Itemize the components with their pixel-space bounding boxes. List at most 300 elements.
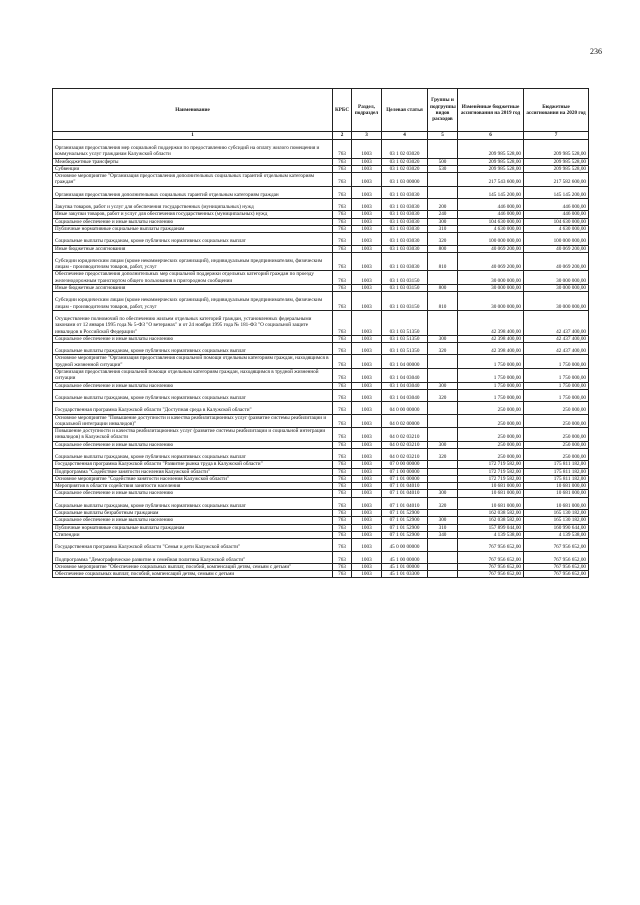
- cell-section: 1003: [352, 335, 382, 342]
- cell-target: 07 1 01 04010: [382, 490, 428, 497]
- cell-2020: 1 750 000,00: [524, 389, 589, 401]
- cell-group: 320: [428, 389, 458, 401]
- header-2019: Изменённые бюджетные ассигнования на 2019 год: [458, 89, 524, 132]
- cell-krbs: 763: [333, 497, 352, 509]
- cell-group: 200: [428, 199, 458, 211]
- cell-name: Организация предоставления дополнительных социальных гарантий отдельным категориям граждан: [53, 186, 333, 198]
- cell-section: 1003: [352, 140, 382, 159]
- cell-group: 240: [428, 211, 458, 218]
- col-number: 3: [352, 132, 382, 140]
- cell-2020: 446 000,00: [524, 211, 589, 218]
- cell-target: 04 0 02 03210: [382, 428, 428, 442]
- cell-group: 300: [428, 517, 458, 524]
- cell-group: 320: [428, 497, 458, 509]
- cell-target: 04 0 02 03210: [382, 448, 428, 460]
- cell-2020: 209 985 528,00: [524, 165, 589, 172]
- table-row: [53, 428, 589, 442]
- col-number: 1: [53, 132, 333, 140]
- cell-target: 03 1 03 03030: [382, 225, 428, 232]
- cell-2019: 100 000 000,00: [458, 233, 524, 245]
- cell-target: 03 1 03 03030: [382, 218, 428, 225]
- cell-group: 500: [428, 158, 458, 165]
- header-name: Наименование: [53, 89, 333, 132]
- table-row: [53, 468, 589, 475]
- cell-name: Публичные нормативные социальные выплаты гражданам: [53, 225, 333, 232]
- col-number: 7: [524, 132, 589, 140]
- cell-2019: 162 038 582,00: [458, 517, 524, 524]
- cell-name: Социальные выплаты гражданам, кроме публичных нормативных социальных выплат: [53, 497, 333, 509]
- cell-section: 1003: [352, 218, 382, 225]
- table-row: [53, 310, 589, 335]
- cell-2019: 42 398 400,00: [458, 335, 524, 342]
- cell-section: 1003: [352, 448, 382, 460]
- cell-target: 03 1 03 03030: [382, 252, 428, 271]
- cell-name: Закупка товаров, работ и услуг для обеспечения государственных (муниципальных) нужд: [53, 199, 333, 211]
- cell-2020: 217 582 600,00: [524, 173, 589, 187]
- cell-section: 1003: [352, 382, 382, 389]
- table-row: [53, 571, 589, 578]
- table-row: [53, 199, 589, 211]
- cell-section: 1003: [352, 524, 382, 531]
- table-row: [53, 382, 589, 389]
- cell-krbs: 763: [333, 173, 352, 187]
- cell-target: 04 0 02 00000: [382, 414, 428, 428]
- table-row: [53, 186, 589, 198]
- cell-group: [428, 355, 458, 369]
- cell-krbs: 763: [333, 389, 352, 401]
- cell-name: Мероприятия в области содействия занятости населения: [53, 483, 333, 490]
- cell-krbs: 763: [333, 571, 352, 578]
- cell-krbs: 763: [333, 461, 352, 468]
- table-row: [53, 524, 589, 531]
- table-row: [53, 355, 589, 369]
- cell-2019: 172 719 582,00: [458, 468, 524, 475]
- cell-group: [428, 271, 458, 285]
- cell-section: 1003: [352, 252, 382, 271]
- cell-krbs: 763: [333, 531, 352, 538]
- cell-2019: 209 985 528,00: [458, 158, 524, 165]
- cell-name: Социальное обеспечение и иные выплаты населению: [53, 441, 333, 448]
- cell-2019: 40 069 200,00: [458, 252, 524, 271]
- table-row: [53, 483, 589, 490]
- cell-section: 1003: [352, 428, 382, 442]
- cell-krbs: 763: [333, 343, 352, 355]
- cell-krbs: 763: [333, 563, 352, 570]
- cell-section: 1003: [352, 517, 382, 524]
- cell-2020: 250 000,00: [524, 441, 589, 448]
- cell-2020: 104 630 000,00: [524, 218, 589, 225]
- cell-target: 07 1 01 52900: [382, 510, 428, 517]
- cell-group: 320: [428, 233, 458, 245]
- cell-2020: 767 956 652,00: [524, 571, 589, 578]
- cell-krbs: 763: [333, 468, 352, 475]
- cell-group: [428, 186, 458, 198]
- cell-name: Публичные нормативные социальные выплаты гражданам: [53, 524, 333, 531]
- cell-group: [428, 571, 458, 578]
- cell-target: 07 1 01 00000: [382, 475, 428, 482]
- cell-group: [428, 414, 458, 428]
- cell-2020: 250 000,00: [524, 448, 589, 460]
- cell-2020: 42 437 400,00: [524, 335, 589, 342]
- cell-name: Иные бюджетные ассигнования: [53, 245, 333, 252]
- cell-2020: 446 000,00: [524, 199, 589, 211]
- table-row: [53, 140, 589, 159]
- cell-target: 03 1 04 03040: [382, 389, 428, 401]
- table-body: [53, 140, 589, 578]
- cell-target: 07 1 00 00000: [382, 468, 428, 475]
- cell-section: 1003: [352, 233, 382, 245]
- cell-2019: 1 750 000,00: [458, 389, 524, 401]
- cell-2020: 30 000 000,00: [524, 292, 589, 311]
- cell-section: 1003: [352, 468, 382, 475]
- cell-2019: 4 139 538,00: [458, 531, 524, 538]
- cell-krbs: 763: [333, 517, 352, 524]
- cell-section: 1003: [352, 199, 382, 211]
- cell-2020: 10 681 000,00: [524, 497, 589, 509]
- cell-2020: 1 750 000,00: [524, 355, 589, 369]
- cell-krbs: 763: [333, 199, 352, 211]
- cell-name: Стипендии: [53, 531, 333, 538]
- cell-group: [428, 563, 458, 570]
- header-2020: Бюджетные ассигнования на 2020 год: [524, 89, 589, 132]
- cell-2020: 4 630 000,00: [524, 225, 589, 232]
- cell-target: 03 1 03 03030: [382, 199, 428, 211]
- cell-group: 800: [428, 285, 458, 292]
- budget-table: [52, 88, 589, 578]
- col-number: 2: [333, 132, 352, 140]
- cell-name: Обеспечение предоставления дополнительных мер социальной поддержки отдельных категорий граждан по проезду железнодорожным транспортом общего пользования в пригородном сообщении: [53, 271, 333, 285]
- table-row: [53, 218, 589, 225]
- cell-2020: 250 000,00: [524, 402, 589, 414]
- cell-2020: 10 681 000,00: [524, 483, 589, 490]
- cell-target: 03 1 04 03040: [382, 369, 428, 383]
- cell-2020: 165 130 182,00: [524, 517, 589, 524]
- cell-krbs: 763: [333, 252, 352, 271]
- cell-2020: 40 069 200,00: [524, 252, 589, 271]
- cell-target: 07 1 01 52900: [382, 531, 428, 538]
- cell-2020: 145 145 200,00: [524, 186, 589, 198]
- cell-section: 1003: [352, 186, 382, 198]
- table-row: [53, 563, 589, 570]
- cell-2020: 767 956 652,00: [524, 539, 589, 551]
- table-row: [53, 343, 589, 355]
- cell-section: 1003: [352, 563, 382, 570]
- cell-group: 300: [428, 490, 458, 497]
- cell-2019: 250 000,00: [458, 402, 524, 414]
- cell-target: 04 0 00 00000: [382, 402, 428, 414]
- cell-krbs: 763: [333, 539, 352, 551]
- cell-2020: 175 811 182,00: [524, 461, 589, 468]
- cell-name: Социальное обеспечение и иные выплаты населению: [53, 517, 333, 524]
- table-row: [53, 165, 589, 172]
- cell-section: 1003: [352, 531, 382, 538]
- cell-group: [428, 539, 458, 551]
- cell-section: 1003: [352, 461, 382, 468]
- table-row: [53, 510, 589, 517]
- cell-section: 1003: [352, 310, 382, 335]
- cell-target: 03 1 03 03150: [382, 285, 428, 292]
- cell-2019: 767 956 652,00: [458, 539, 524, 551]
- cell-section: 1003: [352, 173, 382, 187]
- cell-group: [428, 510, 458, 517]
- cell-target: 07 0 00 00000: [382, 461, 428, 468]
- cell-group: [428, 483, 458, 490]
- cell-group: [428, 551, 458, 563]
- table-row: [53, 531, 589, 538]
- cell-2019: 4 630 000,00: [458, 225, 524, 232]
- cell-2019: 42 398 400,00: [458, 343, 524, 355]
- header-group: Группы и подгруппы видов расходов: [428, 89, 458, 132]
- cell-2020: 30 000 000,00: [524, 271, 589, 285]
- table-row: [53, 285, 589, 292]
- cell-2019: 250 000,00: [458, 414, 524, 428]
- cell-2020: 1 750 000,00: [524, 382, 589, 389]
- cell-target: 03 1 03 03150: [382, 271, 428, 285]
- cell-name: Социальные выплаты гражданам, кроме публичных нормативных социальных выплат: [53, 233, 333, 245]
- table-row: [53, 551, 589, 563]
- cell-name: Организация предоставления мер социальной поддержки по предоставлению субсидий на оплату жилого помещения и коммунальных услуг гражданам Калужской области: [53, 140, 333, 159]
- cell-2020: 160 990 644,00: [524, 524, 589, 531]
- cell-2020: 767 956 652,00: [524, 563, 589, 570]
- table-row: [53, 271, 589, 285]
- cell-target: 03 1 03 51350: [382, 335, 428, 342]
- cell-name: Субсидии юридическим лицам (кроме некоммерческих организаций), индивидуальным предпринимателям, физическим лицам - производителям товаров, работ, услуг: [53, 292, 333, 311]
- cell-section: 1003: [352, 441, 382, 448]
- cell-target: 45 0 00 00000: [382, 539, 428, 551]
- cell-section: 1003: [352, 510, 382, 517]
- cell-target: 07 1 01 52900: [382, 524, 428, 531]
- cell-group: [428, 461, 458, 468]
- cell-name: Социальное обеспечение и иные выплаты населению: [53, 335, 333, 342]
- cell-krbs: 763: [333, 292, 352, 311]
- cell-krbs: 763: [333, 490, 352, 497]
- cell-2020: 100 000 000,00: [524, 233, 589, 245]
- cell-name: Основное мероприятие "Содействие занятости населения Калужской области": [53, 475, 333, 482]
- cell-name: Основное мероприятие "Организация предоставления дополнительных социальных гарантий отдельным категориям граждан": [53, 173, 333, 187]
- cell-2020: 10 681 000,00: [524, 490, 589, 497]
- cell-krbs: 763: [333, 524, 352, 531]
- page-number: 236: [590, 47, 602, 56]
- cell-group: 320: [428, 448, 458, 460]
- cell-2019: 172 719 582,00: [458, 475, 524, 482]
- cell-section: 1003: [352, 292, 382, 311]
- cell-target: 03 1 04 03040: [382, 382, 428, 389]
- cell-group: 310: [428, 524, 458, 531]
- table-row: [53, 414, 589, 428]
- cell-krbs: 763: [333, 483, 352, 490]
- cell-2019: 250 000,00: [458, 448, 524, 460]
- cell-group: 300: [428, 441, 458, 448]
- cell-section: 1003: [352, 402, 382, 414]
- cell-2019: 10 681 000,00: [458, 490, 524, 497]
- cell-2020: 250 000,00: [524, 414, 589, 428]
- table-row: [53, 389, 589, 401]
- cell-name: Обеспечение социальных выплат, пособий, компенсаций детям, семьям с детьми: [53, 571, 333, 578]
- cell-target: 04 0 02 03210: [382, 441, 428, 448]
- cell-krbs: 763: [333, 165, 352, 172]
- cell-krbs: 763: [333, 355, 352, 369]
- cell-name: Государственная программа Калужской области "Доступная среда в Калужской области": [53, 402, 333, 414]
- cell-target: 45 1 00 00000: [382, 551, 428, 563]
- cell-target: 45 1 01 00000: [382, 563, 428, 570]
- cell-name: Социальные выплаты гражданам, кроме публичных нормативных социальных выплат: [53, 343, 333, 355]
- cell-2020: 4 139 538,00: [524, 531, 589, 538]
- col-number: 4: [382, 132, 428, 140]
- cell-group: [428, 468, 458, 475]
- cell-target: 03 1 03 03150: [382, 292, 428, 311]
- cell-2019: 42 398 400,00: [458, 310, 524, 335]
- cell-krbs: 763: [333, 448, 352, 460]
- cell-krbs: 763: [333, 369, 352, 383]
- cell-2019: 217 543 600,00: [458, 173, 524, 187]
- cell-section: 1003: [352, 539, 382, 551]
- cell-2019: 250 000,00: [458, 428, 524, 442]
- cell-name: Социальное обеспечение и иные выплаты населению: [53, 218, 333, 225]
- cell-name: Организация предоставления социальной помощи отдельным категориям граждан, находящимся в трудной жизненной ситуации: [53, 369, 333, 383]
- cell-krbs: 763: [333, 335, 352, 342]
- cell-krbs: 763: [333, 233, 352, 245]
- table-row: [53, 475, 589, 482]
- cell-target: 45 1 01 03300: [382, 571, 428, 578]
- cell-2019: 767 956 652,00: [458, 551, 524, 563]
- cell-2019: 172 719 582,00: [458, 461, 524, 468]
- cell-name: Социальные выплаты гражданам, кроме публичных нормативных социальных выплат: [53, 448, 333, 460]
- cell-section: 1003: [352, 483, 382, 490]
- cell-target: 03 1 03 00000: [382, 173, 428, 187]
- cell-section: 1003: [352, 355, 382, 369]
- cell-target: 03 1 03 03030: [382, 245, 428, 252]
- cell-2020: 165 130 182,00: [524, 510, 589, 517]
- table-row: [53, 233, 589, 245]
- cell-group: [428, 140, 458, 159]
- cell-section: 1003: [352, 343, 382, 355]
- cell-name: Основное мероприятие "Организация предоставления социальной помощи отдельным категориям граждан, находящимся в трудной жизненной ситуации": [53, 355, 333, 369]
- cell-section: 1003: [352, 490, 382, 497]
- table-row: [53, 292, 589, 311]
- col-number: 5: [428, 132, 458, 140]
- header-target: Целевая статья: [382, 89, 428, 132]
- table-row: [53, 252, 589, 271]
- cell-target: 03 1 03 03030: [382, 211, 428, 218]
- cell-group: 300: [428, 335, 458, 342]
- header-row: [53, 89, 589, 132]
- cell-krbs: 763: [333, 414, 352, 428]
- cell-group: [428, 475, 458, 482]
- cell-group: [428, 310, 458, 335]
- cell-2019: 30 000 000,00: [458, 292, 524, 311]
- cell-2019: 104 630 000,00: [458, 218, 524, 225]
- cell-name: Субвенции: [53, 165, 333, 172]
- cell-krbs: 763: [333, 218, 352, 225]
- cell-target: 03 1 04 00000: [382, 355, 428, 369]
- table-row: [53, 245, 589, 252]
- cell-target: 07 1 01 04010: [382, 483, 428, 490]
- table-row: [53, 448, 589, 460]
- cell-krbs: 763: [333, 285, 352, 292]
- cell-2019: 209 985 528,00: [458, 165, 524, 172]
- cell-krbs: 763: [333, 428, 352, 442]
- cell-krbs: 763: [333, 475, 352, 482]
- table-row: [53, 173, 589, 187]
- cell-2019: 1 750 000,00: [458, 355, 524, 369]
- cell-section: 1003: [352, 414, 382, 428]
- table-row: [53, 539, 589, 551]
- cell-2019: 145 145 200,00: [458, 186, 524, 198]
- cell-group: 310: [428, 225, 458, 232]
- cell-group: [428, 428, 458, 442]
- cell-name: Субсидии юридическим лицам (кроме некоммерческих организаций), индивидуальным предпринимателям, физическим лицам - производителям товаров, работ, услуг: [53, 252, 333, 271]
- cell-group: 300: [428, 218, 458, 225]
- table-row: [53, 369, 589, 383]
- header-krbs: КРБС: [333, 89, 352, 132]
- cell-name: Государственная программа Калужской области "Семья и дети Калужской области": [53, 539, 333, 551]
- cell-name: Социальные выплаты гражданам, кроме публичных нормативных социальных выплат: [53, 389, 333, 401]
- cell-krbs: 763: [333, 245, 352, 252]
- cell-target: 03 1 02 03020: [382, 165, 428, 172]
- cell-2020: 42 437 400,00: [524, 310, 589, 335]
- cell-2019: 1 750 000,00: [458, 369, 524, 383]
- cell-section: 1003: [352, 551, 382, 563]
- cell-2019: 10 681 000,00: [458, 497, 524, 509]
- cell-section: 1003: [352, 225, 382, 232]
- cell-2019: 40 069 200,00: [458, 245, 524, 252]
- cell-section: 1003: [352, 571, 382, 578]
- column-numbers-row: [53, 132, 589, 140]
- cell-name: Иные бюджетные ассигнования: [53, 285, 333, 292]
- cell-2019: 157 899 044,00: [458, 524, 524, 531]
- cell-name: Осуществление полномочий по обеспечению жильем отдельных категорий граждан, установленных федеральными законами от 12 января 1995 года № 5-ФЗ "О ветеранах" и от 24 ноября 1995 года № 181-ФЗ "О социальной защите инвалидов в Российской Федерации": [53, 310, 333, 335]
- cell-group: 800: [428, 245, 458, 252]
- cell-group: [428, 402, 458, 414]
- cell-target: 07 1 01 52900: [382, 517, 428, 524]
- cell-name: Социальное обеспечение и иные выплаты населению: [53, 382, 333, 389]
- table-row: [53, 335, 589, 342]
- cell-name: Государственная программа Калужской области "Развитие рынка труда в Калужской области": [53, 461, 333, 468]
- table-row: [53, 158, 589, 165]
- cell-krbs: 763: [333, 382, 352, 389]
- cell-krbs: 763: [333, 441, 352, 448]
- table-row: [53, 211, 589, 218]
- cell-2019: 767 956 652,00: [458, 571, 524, 578]
- cell-2019: 767 956 652,00: [458, 563, 524, 570]
- cell-2020: 1 750 000,00: [524, 369, 589, 383]
- cell-2019: 162 038 582,00: [458, 510, 524, 517]
- cell-section: 1003: [352, 497, 382, 509]
- cell-2020: 209 985 528,00: [524, 158, 589, 165]
- table-row: [53, 225, 589, 232]
- cell-krbs: 763: [333, 186, 352, 198]
- col-number: 6: [458, 132, 524, 140]
- cell-name: Иные закупки товаров, работ и услуг для обеспечения государственных (муниципальных) нужд: [53, 211, 333, 218]
- table-row: [53, 441, 589, 448]
- table-row: [53, 517, 589, 524]
- cell-2020: 175 811 182,00: [524, 468, 589, 475]
- cell-2020: 42 437 400,00: [524, 343, 589, 355]
- cell-group: 300: [428, 382, 458, 389]
- cell-section: 1003: [352, 158, 382, 165]
- cell-krbs: 763: [333, 225, 352, 232]
- cell-2019: 10 681 000,00: [458, 483, 524, 490]
- cell-section: 1003: [352, 211, 382, 218]
- cell-name: Межбюджетные трансферты: [53, 158, 333, 165]
- cell-krbs: 763: [333, 402, 352, 414]
- cell-krbs: 763: [333, 158, 352, 165]
- cell-2019: 446 000,00: [458, 211, 524, 218]
- cell-target: 03 1 03 51350: [382, 310, 428, 335]
- cell-name: Подпрограмма "Демографическое развитие и семейная политика Калужской области": [53, 551, 333, 563]
- cell-krbs: 763: [333, 510, 352, 517]
- cell-section: 1003: [352, 285, 382, 292]
